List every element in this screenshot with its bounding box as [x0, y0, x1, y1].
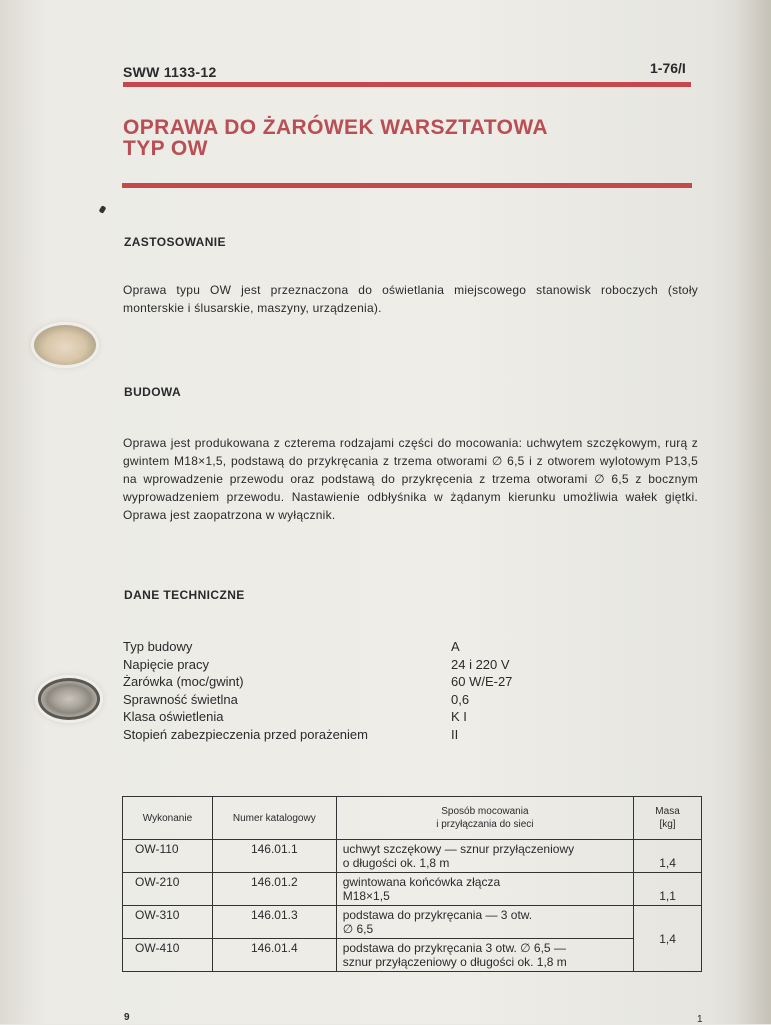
- cell-sposob: [336, 906, 633, 939]
- page-number: 9: [124, 1012, 130, 1023]
- page-mark: 1: [697, 1014, 703, 1025]
- paper-speck: [99, 205, 107, 214]
- sposob-line1: uchwyt szczękowy — sznur przyłączeniowy: [342, 842, 575, 856]
- cell-masa: 1,1: [634, 873, 702, 906]
- sheet-number: 1-76/I: [650, 60, 686, 76]
- spec-row: [123, 656, 512, 674]
- cell-masa: 1,4: [634, 840, 702, 873]
- cell-sposob: [336, 840, 633, 873]
- section-heading-budowa: BUDOWA: [124, 385, 182, 399]
- standard-code: SWW 1133-12: [123, 64, 217, 80]
- cell-sposob: [336, 873, 633, 906]
- table-header-row: [123, 797, 702, 840]
- catalog-table: [122, 796, 702, 972]
- cell-masa: 1,4: [634, 906, 702, 972]
- spec-value: 60 W/E-27: [451, 674, 513, 689]
- cell-numer: 146.01.2: [212, 873, 336, 906]
- punch-hole-top: [34, 325, 96, 365]
- cell-numer: 146.01.3: [212, 906, 336, 939]
- header-sposob-line1: Sposób mocowania: [441, 806, 529, 817]
- table-row: [123, 873, 702, 906]
- sposob-line1: gwintowana końcówka złącza: [342, 875, 501, 889]
- sposob-line1: podstawa do przykręcania — 3 otw.: [342, 908, 533, 922]
- spec-value: K I: [451, 709, 467, 724]
- sposob-line2: sznur przyłączeniowy o długości ok. 1,8 m: [342, 955, 567, 969]
- cell-numer: 146.01.1: [212, 840, 336, 873]
- spec-list: [123, 638, 512, 743]
- title-line-2: TYP OW: [123, 137, 208, 160]
- title-rule: [122, 183, 692, 188]
- spec-value: 0,6: [451, 691, 470, 707]
- column-header-masa: [634, 797, 702, 840]
- sposob-line2: ∅ 6,5: [342, 922, 374, 936]
- cell-sposob: [336, 939, 633, 972]
- spec-label: Sprawność świetlna: [123, 691, 238, 707]
- spec-value: 24 i 220 V: [451, 656, 510, 672]
- title-line-1: OPRAWA DO ŻARÓWEK WARSZTATOWA: [123, 116, 548, 139]
- cell-numer: 146.01.4: [212, 939, 336, 972]
- spec-label: Typ budowy: [123, 639, 193, 654]
- table-row: [123, 840, 702, 873]
- cell-wykonanie: OW-210: [123, 873, 213, 906]
- spec-value: A: [451, 639, 460, 654]
- cell-wykonanie: OW-410: [123, 939, 213, 972]
- page-title: [123, 117, 548, 159]
- header-masa-line1: Masa: [655, 806, 680, 817]
- section-heading-dane: DANE TECHNICZNE: [124, 588, 245, 602]
- punch-hole-bottom: [38, 678, 100, 720]
- page-shadow: [735, 0, 771, 1024]
- spec-label: Napięcie pracy: [123, 656, 209, 672]
- spec-label: Stopień zabezpieczenia przed porażeniem: [123, 726, 368, 742]
- cell-wykonanie: OW-310: [123, 906, 213, 939]
- spec-value: II: [451, 726, 459, 742]
- spec-row: [123, 638, 512, 656]
- header-rule: [123, 82, 691, 87]
- column-header-wykonanie: Wykonanie: [123, 797, 213, 840]
- column-header-numer: Numer katalogowy: [212, 797, 336, 840]
- spec-row: [123, 691, 512, 709]
- spec-row: [123, 708, 512, 726]
- spec-row: [123, 726, 512, 744]
- table-row: [123, 906, 702, 939]
- cell-wykonanie: OW-110: [123, 840, 213, 873]
- sposob-line2: M18×1,5: [342, 889, 390, 903]
- header-masa-line2: [kg]: [659, 819, 676, 830]
- spec-row: [123, 673, 512, 691]
- spec-label: Żarówka (moc/gwint): [123, 674, 244, 689]
- spec-label: Klasa oświetlenia: [123, 709, 224, 724]
- sposob-line1: podstawa do przykręcania 3 otw. ∅ 6,5 —: [342, 941, 566, 955]
- column-header-sposob: [336, 797, 633, 840]
- sposob-line2: o długości ok. 1,8 m: [342, 856, 450, 870]
- paragraph-zastosowanie: Oprawa typu OW jest przeznaczona do oświetlania miejscowego stanowisk roboczych (stoły monterskie i ślusarskie, maszyny, urządzenia).: [123, 283, 698, 315]
- section-heading-zastosowanie: ZASTOSOWANIE: [124, 235, 226, 249]
- paragraph-budowa: Oprawa jest produkowana z czterema rodzajami części do mocowania: uchwytem szczękowym, rurą z gwintem M18×1,5, podstawą do przykręcania z trzema otworami ∅ 6,5 i z otworem wylotowym P13,5 na wprowadzenie przewodu oraz podstawą do przykręcenia z trzema otworami ∅ 6,5 z bocznym wyprowadzeniem przewodu. Nastawienie odbłyśnika w żądanym kierunku umożliwia wałek giętki. Oprawa jest zaopatrzona w wyłącznik.: [123, 436, 698, 522]
- table-row: [123, 939, 702, 972]
- header-sposob-line2: i przyłączania do sieci: [436, 819, 534, 830]
